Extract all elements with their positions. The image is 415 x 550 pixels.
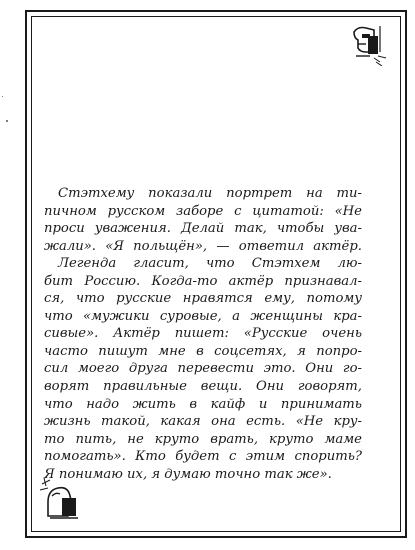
text-line: часто пишут мне в соцсетях, я попро-: [44, 343, 362, 359]
text-line: проси уважения. Делай так, чтобы ува-: [44, 221, 362, 237]
text-line: жизнь такой, какая она есть. «Не кру-: [44, 414, 362, 430]
text-line: сил моего друга перевести это. Они го-: [44, 361, 362, 377]
mask-ornament-icon: [348, 22, 392, 66]
scan-speck: [2, 96, 3, 97]
text-line: ворят правильные вещи. Они говорят,: [44, 379, 362, 395]
text-line: то пить, не круто врать, круто маме: [44, 431, 362, 447]
text-line: ся, что русские нравятся ему, потому: [44, 291, 362, 307]
text-line: что «мужики суровые, а женщины кра-: [44, 308, 362, 324]
text-line: жали». «Я польщён», — ответил актёр.: [44, 238, 362, 254]
text-line: помогать». Кто будет с этим спорить?: [44, 449, 362, 465]
text-line: сивые». Актёр пишет: «Русские очень: [44, 326, 362, 342]
text-line: пичном русском заборе с цитатой: «Не: [44, 203, 362, 219]
scan-speck: [6, 120, 8, 122]
text-line: бит Россию. Когда-то актёр признавал-: [44, 273, 362, 289]
article-text: [44, 185, 362, 483]
text-line: Я понимаю их, я думаю точно так же».: [44, 466, 332, 482]
text-line: что надо жить в кайф и принимать: [44, 396, 362, 412]
text-line: Легенда гласит, что Стэтхем лю-: [58, 256, 362, 272]
text-line: Стэтхему показали портрет на ти-: [58, 186, 362, 201]
